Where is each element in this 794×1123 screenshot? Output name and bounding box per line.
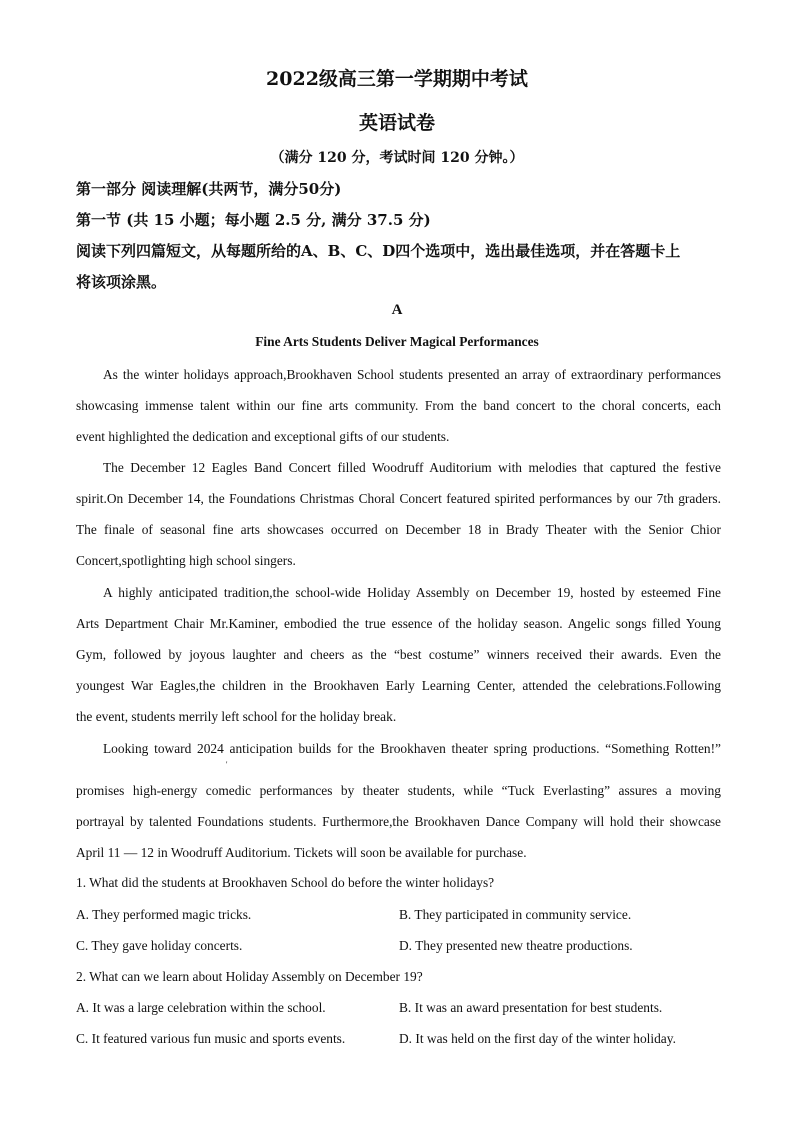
passage-paragraph-2 bbox=[76, 452, 721, 576]
passage-paragraph-4 bbox=[76, 775, 721, 868]
paragraph-line: portrayal by talented Foundations students. Furthermore,the Brookhaven Dance Company will hold their showcase bbox=[76, 814, 721, 829]
exam-title: 2022级高三第一学期期中考试 bbox=[266, 68, 528, 90]
question-1-option-d[interactable]: D. They presented new theatre productions. bbox=[399, 938, 633, 953]
paragraph-line: Concert,spotlighting high school singers. bbox=[76, 553, 296, 568]
passage-label: A bbox=[391, 302, 403, 318]
paragraph-line: Gym, followed by joyous laughter and cheers as the “best costume” winners received their awards. Even the bbox=[76, 647, 721, 662]
paragraph-line: spirit.On December 14, the Foundations Christmas Choral Concert featured spirited performances by our 7th graders. bbox=[76, 491, 721, 506]
instructions-line-1: 阅读下列四篇短文，从每题所给的A、B、C、D四个选项中，选出最佳选项，并在答题卡上 bbox=[76, 242, 681, 260]
paragraph-line: A highly anticipated tradition,the school-wide Holiday Assembly on December 19, hosted by esteemed Fine bbox=[103, 585, 721, 600]
paragraph-line: promises high-energy comedic performances by theater students, while “Tuck Everlasting” assures a moving bbox=[76, 783, 721, 798]
stray-mark: ' bbox=[226, 760, 228, 769]
instructions-line-2: 将该项涂黑。 bbox=[76, 273, 167, 291]
paragraph-line: As the winter holidays approach,Brookhaven School students presented an array of extraordinary performances bbox=[103, 367, 721, 382]
passage-paragraph-3 bbox=[76, 577, 721, 732]
exam-info: （满分 120 分，考试时间 120 分钟。） bbox=[270, 150, 524, 166]
paragraph-line: The December 12 Eagles Band Concert filled Woodruff Auditorium with melodies that captured the festive bbox=[103, 460, 721, 475]
question-2-stem: 2. What can we learn about Holiday Assembly on December 19? bbox=[76, 969, 423, 984]
passage-paragraph-4-first-line bbox=[76, 733, 721, 764]
question-2-option-a[interactable]: A. It was a large celebration within the school. bbox=[76, 1000, 326, 1015]
question-1-option-a[interactable]: A. They performed magic tricks. bbox=[76, 907, 252, 922]
paragraph-line: the event, students merrily left school for the holiday break. bbox=[76, 709, 397, 724]
paragraph-line: showcasing immense talent within our fine arts community. From the band concert to the choral concerts, each bbox=[76, 398, 721, 413]
paragraph-line: The finale of seasonal fine arts showcases occurred on December 18 in Brady Theater with the Senior Chior bbox=[76, 522, 721, 537]
subsection-title: 第一节 (共 15 小题；每小题 2.5 分, 满分 37.5 分) bbox=[76, 211, 431, 229]
question-2-option-c[interactable]: C. It featured various fun music and sports events. bbox=[76, 1031, 346, 1046]
question-1-option-b[interactable]: B. They participated in community service. bbox=[399, 907, 632, 922]
part-title: 第一部分 阅读理解(共两节，满分50分) bbox=[76, 180, 342, 198]
question-2-option-b[interactable]: B. It was an award presentation for best students. bbox=[399, 1000, 663, 1015]
passage-title: Fine Arts Students Deliver Magical Performances bbox=[255, 334, 539, 349]
question-1-stem: 1. What did the students at Brookhaven School do before the winter holidays? bbox=[76, 875, 495, 890]
question-2-option-d[interactable]: D. It was held on the first day of the winter holiday. bbox=[399, 1031, 676, 1046]
paragraph-line: youngest War Eagles,the children in the Brookhaven Early Learning Center, attended the celebrations.Following bbox=[76, 678, 721, 693]
subject-title: 英语试卷 bbox=[358, 112, 435, 134]
paragraph-line: Arts Department Chair Mr.Kaminer, embodied the true essence of the holiday season. Angelic songs filled Young bbox=[76, 616, 721, 631]
passage-paragraph-1 bbox=[76, 359, 721, 452]
paragraph-line: event highlighted the dedication and exceptional gifts of our students. bbox=[76, 429, 450, 444]
question-1-option-c[interactable]: C. They gave holiday concerts. bbox=[76, 938, 243, 953]
paragraph-line: April 11 — 12 in Woodruff Auditorium. Tickets will soon be available for purchase. bbox=[76, 845, 527, 860]
paragraph-line: Looking toward 2024 anticipation builds for the Brookhaven theater spring productions. “Something Rotten!” bbox=[103, 741, 721, 756]
